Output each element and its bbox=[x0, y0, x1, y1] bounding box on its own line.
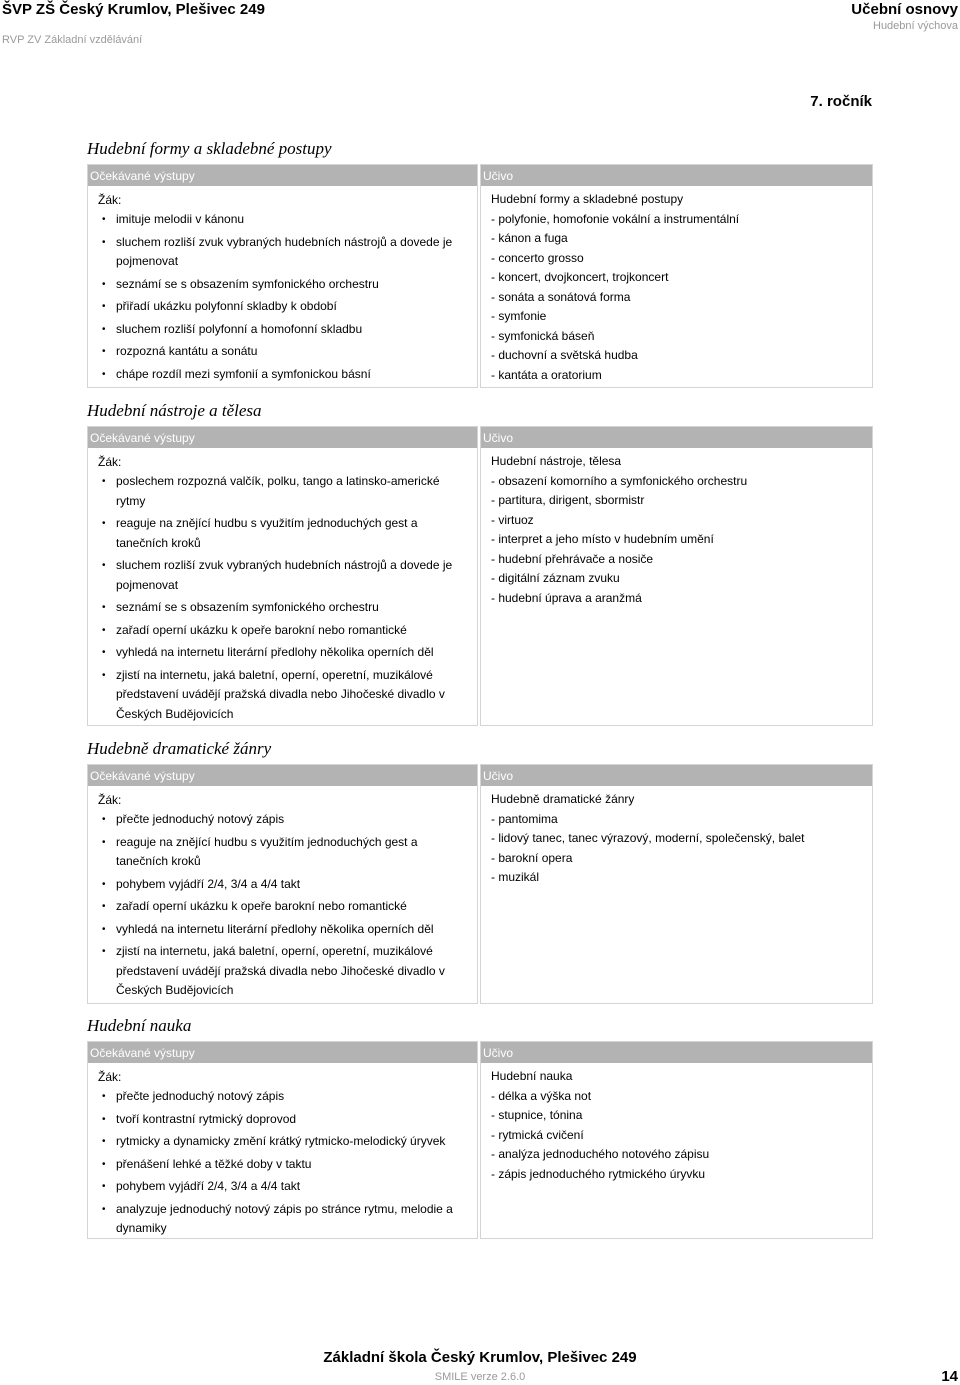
footer-school-name: Základní škola Český Krumlov, Plešivec 249 bbox=[323, 1349, 637, 1366]
outcomes-box bbox=[87, 764, 478, 1004]
curriculum-line: - sonáta a sonátová forma bbox=[491, 289, 631, 304]
list-item: • zjistí na internetu, jaká baletní, operní, operetní, muzikálové představení uvádějí pražská divadla nebo Jihočeské divadlo v Českých Budějovicích bbox=[98, 666, 467, 725]
curriculum-line: - kánon a fuga bbox=[491, 231, 568, 245]
curriculum-line: Hudební nástroje, tělesa bbox=[491, 454, 622, 468]
list-item: • přečte jednoduchý notový zápis bbox=[98, 810, 467, 830]
list-item: • zařadí operní ukázku k opeře barokní nebo romantické bbox=[98, 621, 467, 641]
curriculum-line: Hudební nauka bbox=[491, 1069, 573, 1083]
outcomes-header: Očekávané výstupy bbox=[88, 427, 477, 448]
curriculum-line: - muzikál bbox=[491, 870, 540, 884]
list-item: • seznámí se s obsazením symfonického orchestru bbox=[98, 275, 467, 295]
list-item: • tvoří kontrastní rytmický doprovod bbox=[98, 1110, 467, 1130]
curriculum-line: - pantomima bbox=[491, 811, 558, 826]
header-right-subtitle: Hudební výchova bbox=[873, 20, 958, 32]
curriculum-line: Hudební formy a skladebné postupy bbox=[491, 192, 684, 206]
curriculum-box bbox=[480, 164, 873, 388]
pupil-label: Žák: bbox=[98, 793, 122, 807]
curriculum-line: - virtuoz bbox=[491, 512, 534, 527]
curriculum-line: - kantáta a oratorium bbox=[491, 367, 602, 382]
curriculum-line: - analýza jednoduchého notového zápisu bbox=[491, 1147, 710, 1161]
curriculum-line: - symfonická báseň bbox=[491, 328, 595, 343]
curriculum-header: Učivo bbox=[481, 165, 872, 186]
outcomes-list bbox=[98, 1087, 467, 1239]
section-title: Hudební formy a skladebné postupy bbox=[87, 139, 332, 158]
outcomes-list bbox=[98, 472, 467, 724]
curriculum-line: - duchovní a světská hudba bbox=[491, 348, 638, 362]
outcomes-list bbox=[98, 810, 467, 1001]
list-item: • pohybem vyjádří 2/4, 3/4 a 4/4 takt bbox=[98, 875, 467, 895]
list-item: • vyhledá na internetu literární předlohy několika operních děl bbox=[98, 920, 467, 940]
header-left-subtitle: RVP ZV Základní vzdělávání bbox=[2, 34, 143, 46]
section-title: Hudební nástroje a tělesa bbox=[87, 401, 262, 420]
outcomes-box bbox=[87, 426, 478, 726]
section-title: Hudební nauka bbox=[87, 1016, 192, 1035]
list-item: • sluchem rozliší zvuk vybraných hudebních nástrojů a dovede je pojmenovat bbox=[98, 233, 467, 272]
header-left-title: ŠVP ZŠ Český Krumlov, Plešivec 249 bbox=[2, 1, 265, 18]
curriculum-line: - digitální záznam zvuku bbox=[491, 571, 620, 585]
list-item: • chápe rozdíl mezi symfonií a symfonickou básní bbox=[98, 365, 467, 385]
list-item: • imituje melodii v kánonu bbox=[98, 210, 467, 230]
section-title: Hudebně dramatické žánry bbox=[87, 739, 272, 758]
outcomes-box bbox=[87, 164, 478, 388]
section-hudebne-dramaticke bbox=[87, 739, 873, 1004]
outcomes-header: Očekávané výstupy bbox=[88, 765, 477, 786]
list-item: • analyzuje jednoduchý notový zápis po stránce rytmu, melodie a dynamiky bbox=[98, 1200, 467, 1239]
list-item: • přečte jednoduchý notový zápis bbox=[98, 1087, 467, 1107]
list-item: • vyhledá na internetu literární předlohy několika operních děl bbox=[98, 643, 467, 663]
curriculum-line: - obsazení komorního a symfonického orchestru bbox=[491, 473, 748, 488]
outcomes-header: Očekávané výstupy bbox=[88, 1042, 477, 1063]
list-item: • přenášení lehké a těžké doby v taktu bbox=[98, 1155, 467, 1175]
list-item: • rozpozná kantátu a sonátu bbox=[98, 342, 467, 362]
curriculum-line: - concerto grosso bbox=[491, 250, 584, 265]
list-item: • zařadí operní ukázku k opeře barokní nebo romantické bbox=[98, 897, 467, 917]
curriculum-line: - lidový tanec, tanec výrazový, moderní, společenský, balet bbox=[491, 831, 805, 845]
list-item: • pohybem vyjádří 2/4, 3/4 a 4/4 takt bbox=[98, 1177, 467, 1197]
list-item: • reaguje na znějící hudbu s využitím jednoduchých gest a tanečních kroků bbox=[98, 833, 467, 872]
section-hudebni-nastroje bbox=[87, 401, 873, 726]
curriculum-line: - stupnice, tónina bbox=[491, 1108, 583, 1122]
pupil-label: Žák: bbox=[98, 455, 122, 469]
curriculum-line: - polyfonie, homofonie vokální a instrumentální bbox=[491, 211, 740, 226]
outcomes-list bbox=[98, 210, 467, 384]
page-number: 14 bbox=[941, 1368, 958, 1385]
outcomes-header: Očekávané výstupy bbox=[88, 165, 477, 186]
header-right-title: Učební osnovy bbox=[851, 1, 958, 18]
list-item: • rytmicky a dynamicky změní krátký rytmicko-melodický úryvek bbox=[98, 1132, 467, 1152]
list-item: • sluchem rozliší polyfonní a homofonní skladbu bbox=[98, 320, 467, 340]
curriculum-box bbox=[480, 1041, 873, 1239]
curriculum-line: - zápis jednoduchého rytmického úryvku bbox=[491, 1166, 706, 1181]
grade-label: 7. ročník bbox=[810, 93, 872, 110]
curriculum-line: - koncert, dvojkoncert, trojkoncert bbox=[491, 270, 669, 284]
list-item: • seznámí se s obsazením symfonického orchestru bbox=[98, 598, 467, 618]
pupil-label: Žák: bbox=[98, 193, 122, 207]
curriculum-line: - délka a výška not bbox=[491, 1088, 592, 1103]
curriculum-header: Učivo bbox=[481, 765, 872, 786]
curriculum-line: - symfonie bbox=[491, 309, 547, 323]
list-item: • sluchem rozliší zvuk vybraných hudebních nástrojů a dovede je pojmenovat bbox=[98, 556, 467, 595]
curriculum-line: Hudebně dramatické žánry bbox=[491, 792, 635, 806]
list-item: • reaguje na znějící hudbu s využitím jednoduchých gest a tanečních kroků bbox=[98, 514, 467, 553]
curriculum-box bbox=[480, 764, 873, 1004]
curriculum-line: - hudební úprava a aranžmá bbox=[491, 590, 642, 605]
curriculum-line: - rytmická cvičení bbox=[491, 1127, 584, 1142]
curriculum-header: Učivo bbox=[481, 1042, 872, 1063]
curriculum-line: - interpret a jeho místo v hudebním umění bbox=[491, 532, 714, 546]
pupil-label: Žák: bbox=[98, 1070, 122, 1084]
curriculum-line: - partitura, dirigent, sbormistr bbox=[491, 493, 645, 507]
curriculum-box bbox=[480, 426, 873, 726]
curriculum-line: - hudební přehrávače a nosiče bbox=[491, 551, 654, 566]
section-hudebni-formy bbox=[87, 139, 873, 388]
list-item: • přiřadí ukázku polyfonní skladby k období bbox=[98, 297, 467, 317]
outcomes-box bbox=[87, 1041, 478, 1239]
section-hudebni-nauka bbox=[87, 1016, 873, 1239]
footer-version: SMILE verze 2.6.0 bbox=[434, 1371, 526, 1383]
curriculum-header: Učivo bbox=[481, 427, 872, 448]
curriculum-line: - barokní opera bbox=[491, 850, 573, 865]
list-item: • poslechem rozpozná valčík, polku, tango a latinsko-americké rytmy bbox=[98, 472, 467, 511]
list-item: • zjistí na internetu, jaká baletní, operní, operetní, muzikálové představení uvádějí pražská divadla nebo Jihočeské divadlo v Českých Budějovicích bbox=[98, 942, 467, 1001]
